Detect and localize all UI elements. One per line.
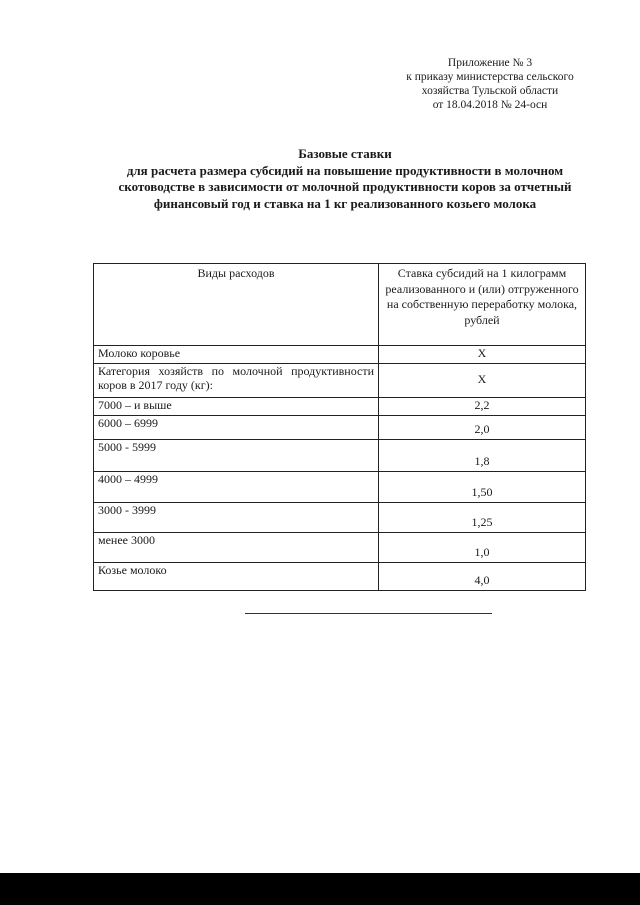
rates-table <box>93 263 586 591</box>
appendix-date-number: от 18.04.2018 № 24-осн <box>432 99 548 111</box>
row-name: Молоко коровье <box>94 346 379 364</box>
table-header-row <box>94 264 586 346</box>
appendix-number: Приложение № 3 <box>447 57 533 69</box>
title-main: Базовые ставки <box>298 146 392 161</box>
table-row <box>94 364 586 398</box>
row-name: 6000 – 6999 <box>94 416 379 440</box>
table-row <box>94 533 586 563</box>
table-row <box>94 346 586 364</box>
row-value: 2,0 <box>379 416 586 440</box>
row-name: 5000 - 5999 <box>94 440 379 472</box>
appendix-ministry: хозяйства Тульской области <box>421 85 559 97</box>
row-value: 1,8 <box>379 440 586 472</box>
table-row <box>94 398 586 416</box>
header-subsidy-rate: Ставка субсидий на 1 килограмм реализованного и (или) отгруженного на собственную переработку молока, рублей <box>379 264 586 346</box>
title-subtitle: для расчета размера субсидий на повышение продуктивности в молочном скотоводстве в зависимости от молочной продуктивности коров за отчетный финансовый год и ставка на 1 кг реализованного козьего молока <box>118 162 572 211</box>
header-expense-types: Виды расходов <box>94 264 379 346</box>
document-title <box>95 146 595 212</box>
table-row <box>94 503 586 533</box>
appendix-order-ref: к приказу министерства сельского <box>406 71 574 83</box>
closing-divider-line <box>245 613 492 614</box>
row-value: 1,50 <box>379 472 586 503</box>
row-value: Х <box>379 364 586 398</box>
table-row <box>94 416 586 440</box>
table-row <box>94 440 586 472</box>
table-row <box>94 472 586 503</box>
appendix-header <box>385 56 595 112</box>
row-value: Х <box>379 346 586 364</box>
row-value: 2,2 <box>379 398 586 416</box>
table-row <box>94 563 586 591</box>
row-name: 4000 – 4999 <box>94 472 379 503</box>
row-name: Козье молоко <box>94 563 379 591</box>
row-value: 1,0 <box>379 533 586 563</box>
scan-edge-bar <box>0 873 640 905</box>
row-value: 4,0 <box>379 563 586 591</box>
row-name: 3000 - 3999 <box>94 503 379 533</box>
row-name: Категория хозяйств по молочной продуктивности коров в 2017 году (кг): <box>94 364 379 398</box>
row-name: 7000 – и выше <box>94 398 379 416</box>
row-name: менее 3000 <box>94 533 379 563</box>
row-value: 1,25 <box>379 503 586 533</box>
